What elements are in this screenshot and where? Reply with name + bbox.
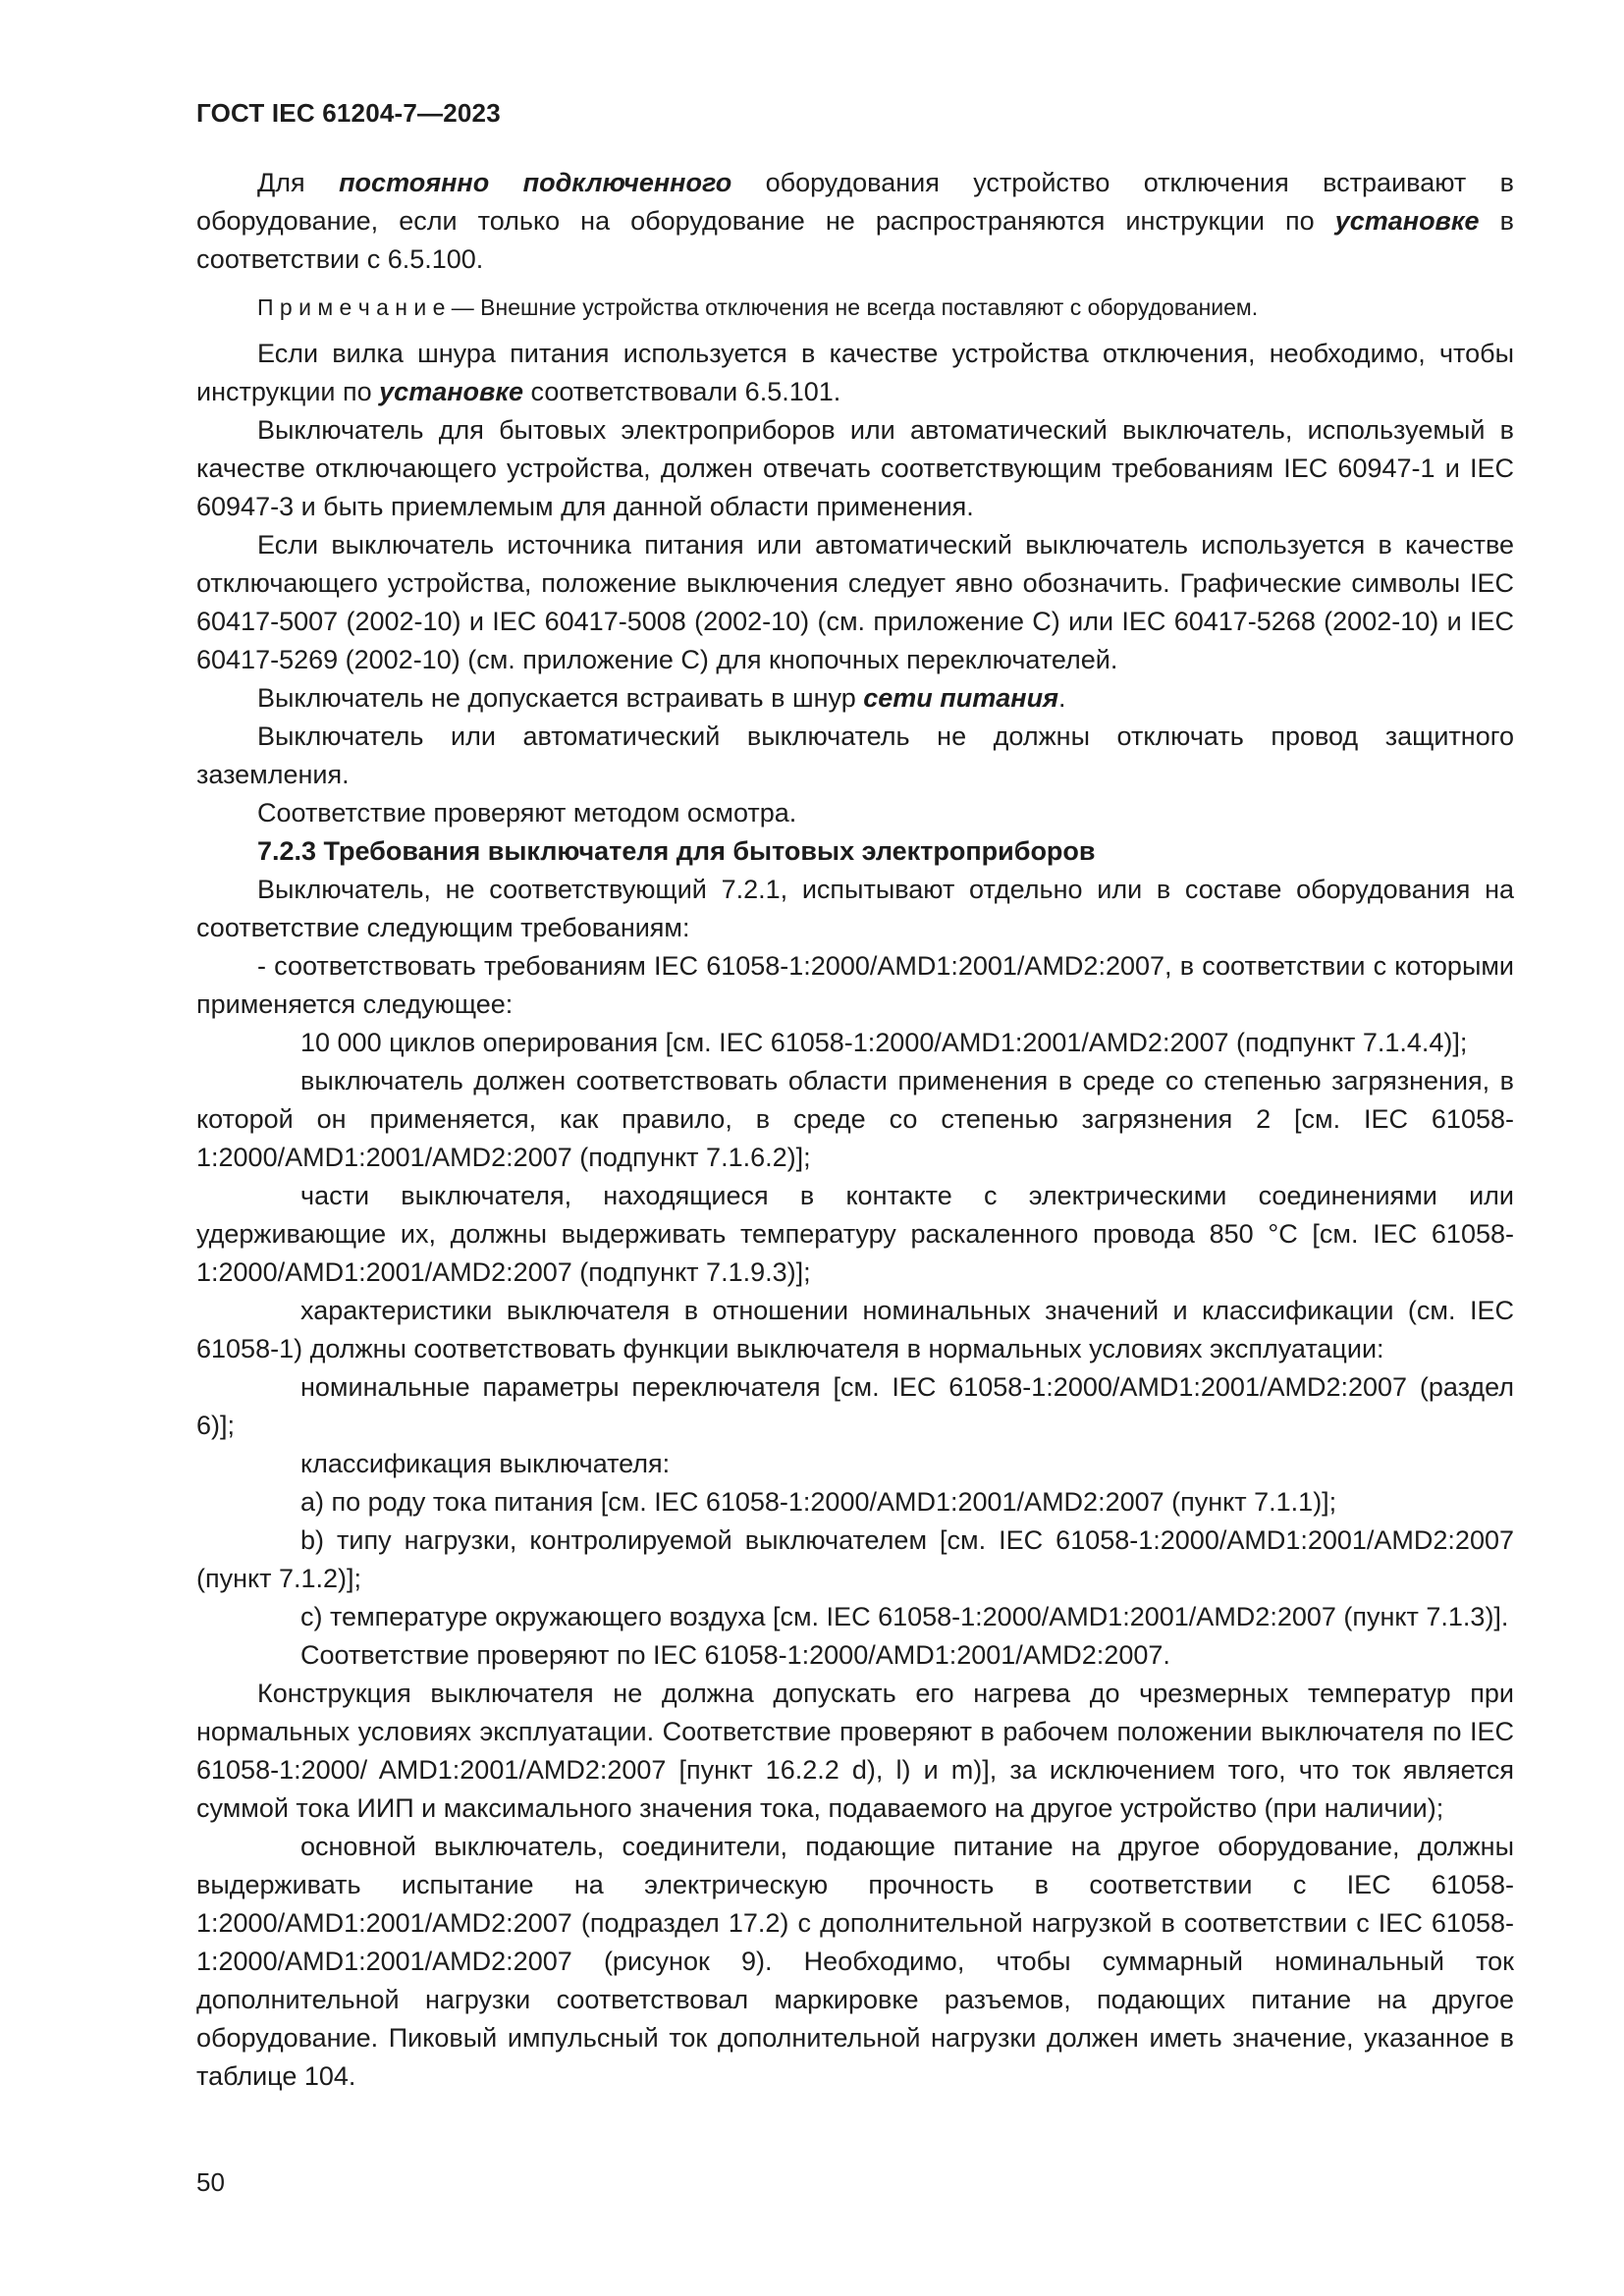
text-run: b) типу нагрузки, контролируемой выключателем [см. IEC 61058-1:2000/AMD1:2001/AMD2:2007 (пункт 7.1.2)]; xyxy=(196,1525,1514,1593)
text-run: части выключателя, находящиеся в контакте с электрическими соединениями или удерживающие их, должны выдерживать температуру раскаленного провода 850 °С [см. IEC 61058-1:2000/AMD1:2001/AMD2:2007 (подпункт 7.1.9.3)]; xyxy=(196,1181,1514,1287)
paragraph xyxy=(196,1522,1514,1598)
text-run: Выключатель, не соответствующий 7.2.1, испытывают отдельно или в составе оборудования на соответствие следующим требованиям: xyxy=(196,875,1514,942)
document-body xyxy=(196,164,1514,2096)
paragraph xyxy=(196,794,1514,832)
document-footer xyxy=(196,2167,225,2198)
section-heading xyxy=(196,832,1514,871)
text-run: Конструкция выключателя не должна допускать его нагрева до чрезмерных температур при нормальных условиях эксплуатации. Соответствие проверяют в рабочем положении выключателя по IEC 61058-1:2000/ AMD1:2001/AMD2:2007 [пункт 16.2.2 d), l) и m)], за исключением того, что ток является суммой тока ИИП и максимального значения тока, подаваемого на другое устройство (при наличии); xyxy=(196,1679,1514,1823)
paragraph xyxy=(196,1636,1514,1675)
text-run: Выключатель не допускается встраивать в шнур xyxy=(257,683,864,713)
paragraph xyxy=(196,679,1514,718)
paragraph xyxy=(196,1177,1514,1292)
text-run: сети питания xyxy=(863,683,1058,713)
paragraph xyxy=(196,1445,1514,1483)
page-number: 50 xyxy=(196,2167,225,2197)
text-run: Если выключатель источника питания или автоматический выключатель используется в качестве отключающего устройства, положение выключения следует явно обозначить. Графические символы IEC 60417-5007 (2002-10) и IEC 60417-5008 (2002-10) (см. приложение С) или IEC 60417-5268 (2002-10) и IEC 60417-5269 (2002-10) (см. приложение С) для кнопочных переключателей. xyxy=(196,530,1514,674)
text-run: Соответствие проверяют методом осмотра. xyxy=(257,798,797,828)
text-run: характеристики выключателя в отношении номинальных значений и классификации (см. IEC 61058-1) должны соответствовать функции выключателя в нормальных условиях эксплуатации: xyxy=(196,1296,1514,1363)
paragraph xyxy=(196,1062,1514,1177)
text-run: . xyxy=(1057,683,1066,713)
paragraph xyxy=(196,1292,1514,1368)
text-run: Если вилка шнура питания используется в качестве устройства отключения, необходимо, чтобы инструкции по xyxy=(196,339,1514,406)
text-run: c) температуре окружающего воздуха [см. IEC 61058-1:2000/AMD1:2001/AMD2:2007 (пункт 7.1.3)]. xyxy=(300,1602,1509,1631)
paragraph xyxy=(196,526,1514,679)
paragraph xyxy=(196,1828,1514,2096)
text-run: основной выключатель, соединители, подающие питание на другое оборудование, должны выдерживать испытание на электрическую прочность в соответствии с IEC 61058-1:2000/AMD1:2001/AMD2:2007 (подраздел 17.2) с дополнительной нагрузкой в соответствии с IEC 61058-1:2000/AMD1:2001/AMD2:2007 (рисунок 9). Необходимо, чтобы суммарный номинальный ток дополнительной нагрузки соответствовал маркировке разъемов, подающих питание на другое оборудование. Пиковый импульсный ток дополнительной нагрузки должен иметь значение, указанное в таблице 104. xyxy=(196,1832,1514,2091)
text-run: установке xyxy=(1334,206,1480,236)
text-run: 10 000 циклов оперирования [см. IEC 61058-1:2000/AMD1:2001/AMD2:2007 (подпункт 7.1.4.4)]; xyxy=(300,1028,1468,1057)
text-run: классификация выключателя: xyxy=(300,1449,671,1478)
paragraph xyxy=(196,947,1514,1024)
paragraph xyxy=(196,1483,1514,1522)
text-run: 7.2.3 Требования выключателя для бытовых электроприборов xyxy=(257,836,1096,866)
text-run: - соответствовать требованиям IEC 61058-1:2000/AMD1:2001/AMD2:2007, в соответствии с которыми применяется следующее: xyxy=(196,951,1514,1019)
text-run: номинальные параметры переключателя [см. IEC 61058-1:2000/AMD1:2001/AMD2:2007 (раздел 6)]; xyxy=(196,1372,1514,1440)
standard-number: ГОСТ IEC 61204-7—2023 xyxy=(196,98,501,128)
document-header xyxy=(196,98,1514,129)
text-run: a) по роду тока питания [см. IEC 61058-1:2000/AMD1:2001/AMD2:2007 (пункт 7.1.1)]; xyxy=(300,1487,1337,1517)
text-run: Для xyxy=(257,168,340,197)
text-run: оборудования устройство отключения встраивают в оборудование, если только на оборудование не распространяются инструкции по xyxy=(196,168,1514,236)
paragraph xyxy=(196,335,1514,411)
text-run: постоянно подключенного xyxy=(339,168,732,197)
text-run: выключатель должен соответствовать области применения в среде со степенью загрязнения, в которой он применяется, как правило, в среде со степенью загрязнения 2 [см. IEC 61058-1:2000/AMD1:2001/AMD2:2007 (подпункт 7.1.6.2)]; xyxy=(196,1066,1514,1172)
paragraph xyxy=(196,1675,1514,1828)
paragraph xyxy=(196,871,1514,947)
paragraph xyxy=(196,164,1514,279)
paragraph xyxy=(196,1368,1514,1445)
text-run: установке xyxy=(379,377,524,406)
paragraph xyxy=(196,1024,1514,1062)
text-run: Выключатель для бытовых электроприборов или автоматический выключатель, используемый в качестве отключающего устройства, должен отвечать соответствующим требованиям IEC 60947-1 и IEC 60947-3 и быть приемлемым для данной области применения. xyxy=(196,415,1514,521)
text-run: Соответствие проверяют по IEC 61058-1:2000/AMD1:2001/AMD2:2007. xyxy=(300,1640,1170,1670)
text-run: Выключатель или автоматический выключатель не должны отключать провод защитного заземления. xyxy=(196,721,1514,789)
text-run: в соответствии с 6.5.100. xyxy=(196,206,1514,274)
paragraph xyxy=(196,411,1514,526)
text-run: П р и м е ч а н и е — Внешние устройства отключения не всегда поставляют с оборудованием. xyxy=(257,294,1259,320)
note-paragraph xyxy=(196,293,1514,323)
paragraph xyxy=(196,1598,1514,1636)
text-run: соответствовали 6.5.101. xyxy=(523,377,841,406)
paragraph xyxy=(196,718,1514,794)
